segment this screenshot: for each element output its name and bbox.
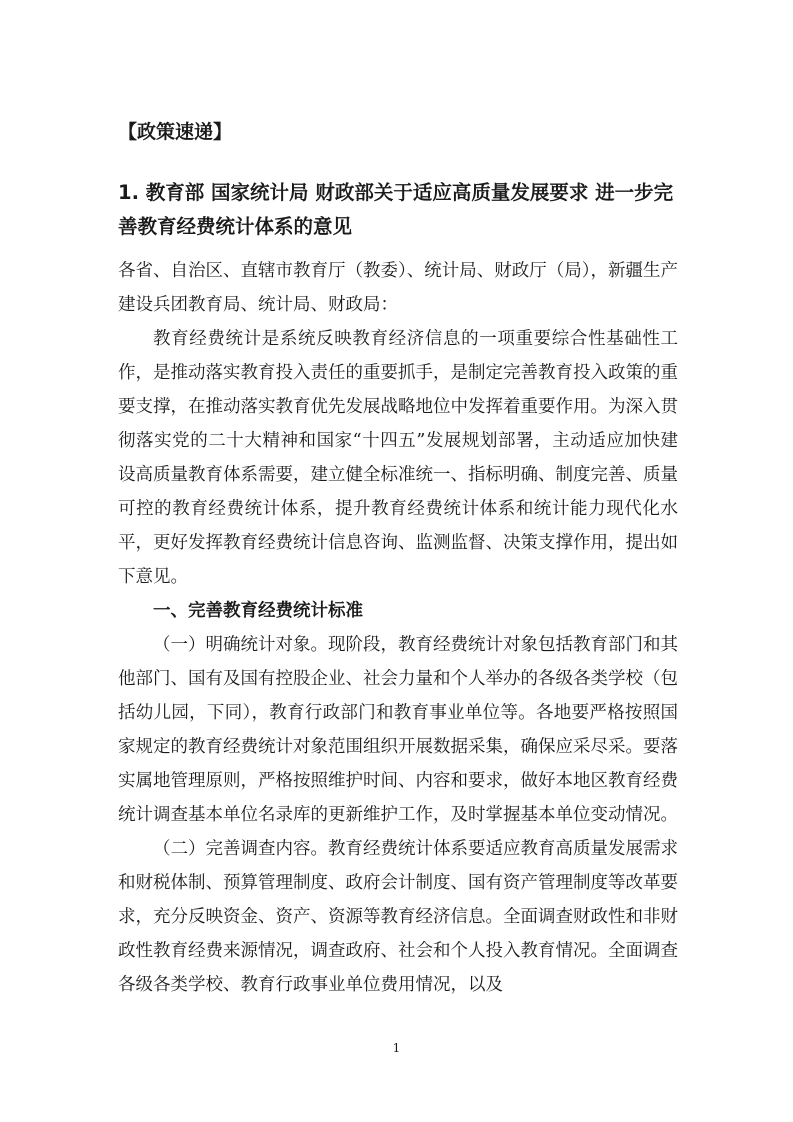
section-label: 【政策速递】 <box>118 121 233 143</box>
intro-paragraph: 教育经费统计是系统反映教育经济信息的一项重要综合性基础性工作，是推动落实教育投入责任的重要抓手，是制定完善教育投入政策的重要支撑，在推动落实教育优先发展战略地位中发挥着重要作用。为深入贯彻落实党的二十大精神和国家“十四五”发展规划部署，主动适应加快建设高质量教育体系需要，建立健全标准统一、指标明确、制度完善、质量可控的教育经费统计体系，提升教育经费统计体系和统计能力现代化水平，更好发挥教育经费统计信息咨询、监测监督、决策支撑作用，提出如下意见。 <box>118 329 678 587</box>
document-title: 1. 教育部 国家统计局 财政部关于适应高质量发展要求 进一步完善教育经费统计体系的意见 <box>118 181 674 238</box>
document-body <box>118 254 678 1002</box>
addressee-paragraph: 各省、自治区、直辖市教育厅（教委）、统计局、财政厅（局），新疆生产建设兵团教育局、统计局、财政局： <box>118 261 678 315</box>
body-paragraph: （二）完善调查内容。教育经费统计体系要适应教育高质量发展需求和财税体制、预算管理制度、政府会计制度、国有资产管理制度等改革要求，充分反映资金、资产、资源等教育经济信息。全面调查财政性和非财政性教育经费来源情况，调查政府、社会和个人投入教育情况。全面调查各级各类学校、教育行政事业单位费用情况，以及 <box>118 839 678 995</box>
page-number: 1 <box>392 1041 401 1055</box>
section-heading: 一、完善教育经费统计标准 <box>153 601 363 621</box>
body-paragraph: （一）明确统计对象。现阶段，教育经费统计对象包括教育部门和其他部门、国有及国有控股企业、社会力量和个人举办的各级各类学校（包括幼儿园，下同），教育行政部门和教育事业单位等。各地要严格按照国家规定的教育经费统计对象范围组织开展数据采集，确保应采尽采。要落实属地管理原则，严格按照维护时间、内容和要求，做好本地区教育经费统计调查基本单位名录库的更新维护工作，及时掌握基本单位变动情况。 <box>118 635 678 825</box>
